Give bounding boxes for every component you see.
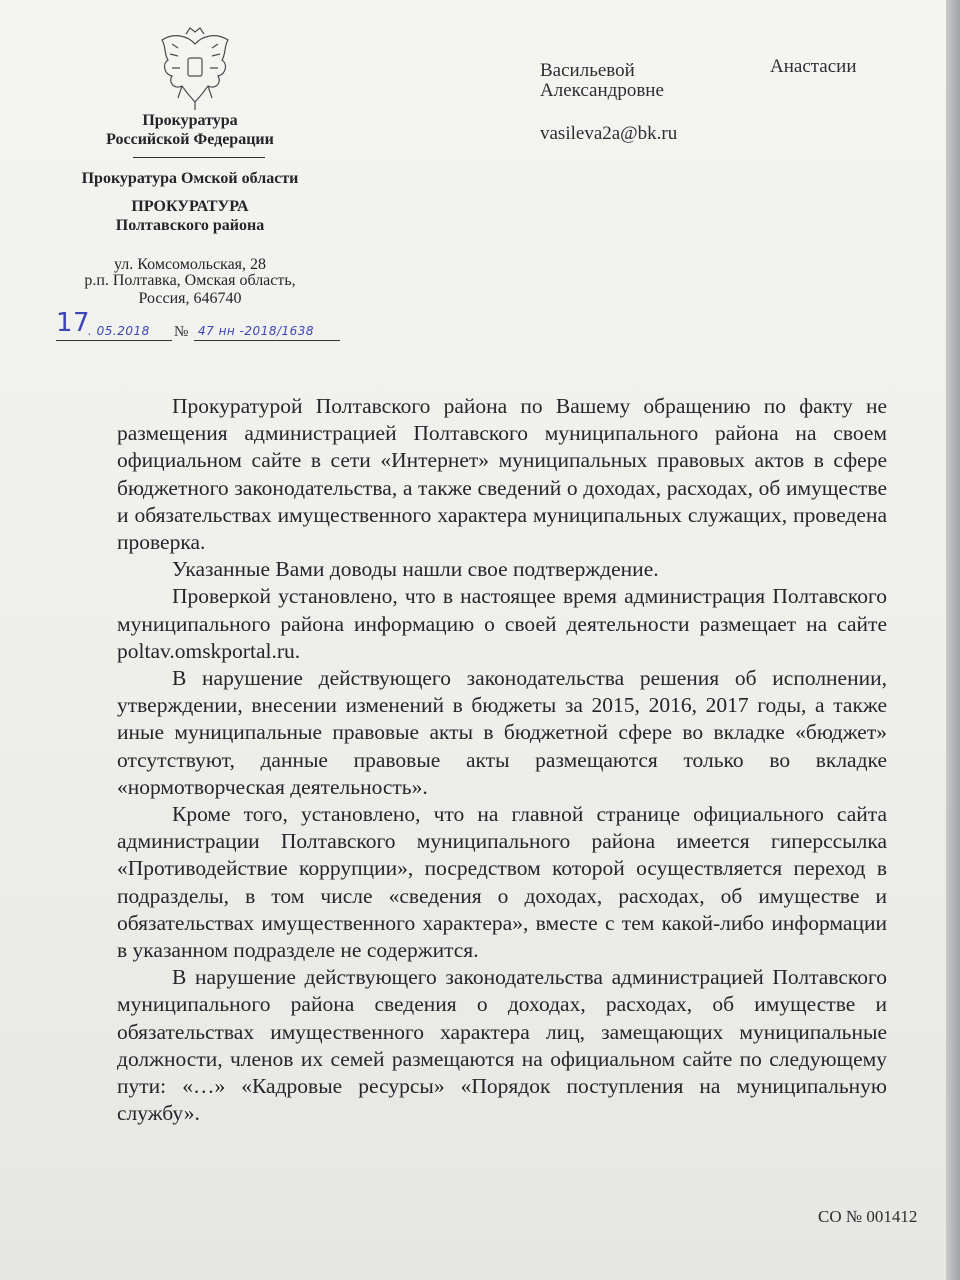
addressee-email: vasileva2a@bk.ru [540,123,678,144]
reg-number: 47 нн -2018/1638 [198,324,315,338]
reg-date-rest: . 05.2018 [88,324,150,338]
letterhead-line-1: Прокуратура [142,112,238,129]
letterhead-regional-office: Прокуратура Омской области [81,170,299,187]
addressee-patronymic: Александровне [540,80,664,101]
paragraph-6: В нарушение действующего законодательства администрацией Полтавского муниципального района сведения о доходах, расходах, об имуществе и обязательствах имущественного характера лиц, замещающих муниципальные должности, членов их семей размещаются на официальном сайте по следующему пути: «…» «Кадровые ресурсы» «Порядок поступления на муниципальную службу». [117,965,887,1126]
letterhead-line-2: Российской Федерации [106,131,274,148]
letterhead-divider [133,157,265,158]
letterhead-district: Полтавского района [115,217,265,234]
paper-edge [946,0,960,1280]
addressee-name: Анастасии [770,56,857,77]
reg-number-underline [194,340,340,341]
address-street: ул. Комсомольская, 28 [113,256,267,273]
double-headed-eagle-emblem-icon [152,24,238,114]
registration-line [48,308,348,348]
paragraph-1: Прокуратурой Полтавского района по Вашему обращению по факту не размещения администрацией Полтавского муниципального района на своем официальном сайте в сети «Интернет» муниципальных правовых актов в сфере бюджетного законодательства, а также сведений о доходах, расходах, об имуществе и обязательствах имущественного характера муниципальных служащих, проведена проверка. [117,394,887,555]
address-country: Россия, 646740 [138,290,242,307]
paragraph-2: Указанные Вами доводы нашли свое подтверждение. [172,557,659,582]
paragraph-4: В нарушение действующего законодательства решения об исполнении, утверждении, внесении изменений в бюджеты за 2015, 2016, 2017 годы, а также иные муниципальные правовые акты в бюджетной сфере во вкладке «бюджет» отсутствуют, данные правовые акты размещаются только во вкладке «нормотворческая деятельность». [117,666,887,799]
letter-body [117,393,887,1127]
paragraph-5: Кроме того, установлено, что на главной странице официального сайта администрации Полтавского муниципального района имеется гиперссылка «Противодействие коррупции», посредством которой осуществляется переход в подразделы, в том числе «сведения о доходах, расходах, об имуществе и обязательствах имущественного характера», вместе с тем какой-либо информации в указанном подразделе не содержится. [117,802,887,963]
reg-number-sign: № [174,324,189,340]
paragraph-3: Проверкой установлено, что в настоящее время администрация Полтавского муниципального района информацию о своей деятельности размещает на сайте poltav.omskportal.ru. [117,584,887,663]
addressee-surname: Васильевой [540,60,635,81]
address-city: р.п. Полтавка, Омская область, [84,272,296,289]
reg-date-underline [56,340,172,341]
reg-date-day: 17 [56,308,91,338]
letterhead-office-title: ПРОКУРАТУРА [131,198,249,215]
form-serial-number: СО № 001412 [818,1207,918,1226]
